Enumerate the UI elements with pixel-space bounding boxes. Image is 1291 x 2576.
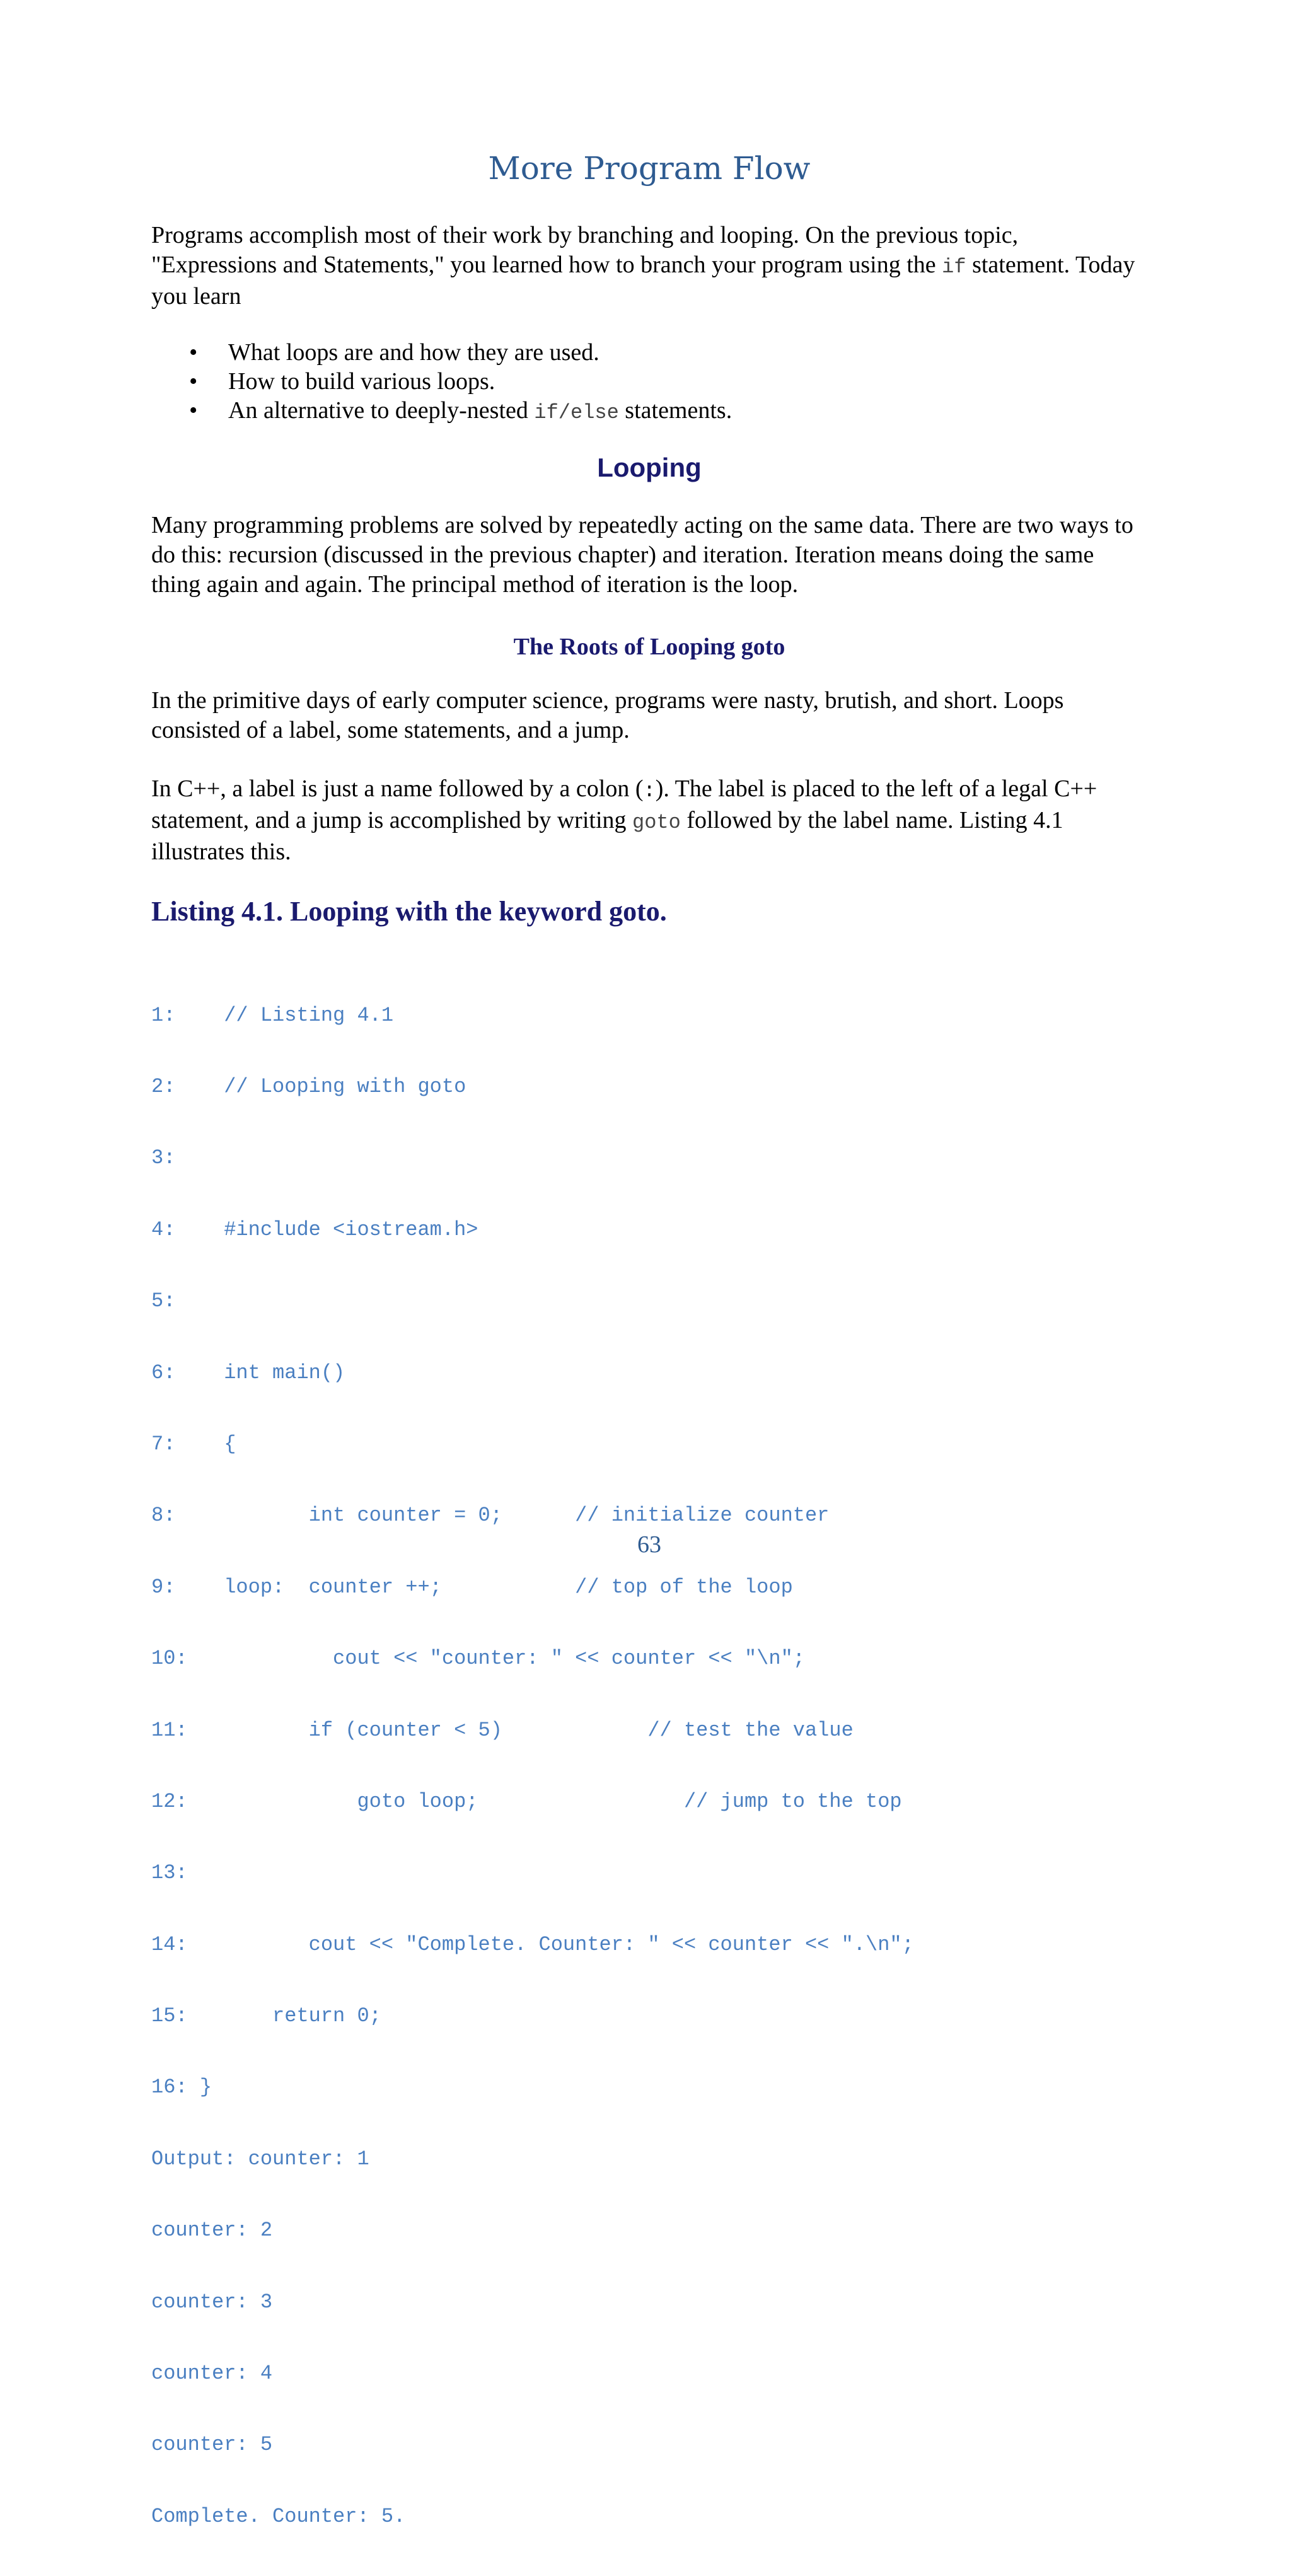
label-text-2: ). The label is placed to the left of a legal C++ statement, and a jump is accomplished by writing xyxy=(151,775,1097,833)
output-line: counter: 5 xyxy=(151,2433,273,2457)
output-line: Complete. Counter: 5. xyxy=(151,2504,406,2528)
list-item-text: An alternative to deeply-nested xyxy=(228,397,535,424)
code-listing xyxy=(151,956,914,2576)
bullet-icon: • xyxy=(189,339,198,366)
code-line: 8: int counter = 0; // initialize counter xyxy=(151,1504,830,1528)
list-item xyxy=(151,338,732,367)
output-line: Output: counter: 1 xyxy=(151,2147,369,2171)
code-line: 2: // Looping with goto xyxy=(151,1074,466,1098)
inline-code-if: if xyxy=(942,255,966,279)
intro-text-1: Programs accomplish most of their work by branching and looping. On the previous topic, "Expressions and Statements," you learned how to branch your program using the xyxy=(151,222,1019,278)
code-line: 4: #include <iostream.h> xyxy=(151,1217,478,1241)
list-item-text: How to build various loops. xyxy=(228,368,495,395)
list-item xyxy=(151,367,732,396)
roots-paragraph: In the primitive days of early computer science, programs were nasty, brutish, and short. Loops consisted of a label, some statements, and a jump. xyxy=(151,687,1064,743)
bullet-icon: • xyxy=(189,368,198,395)
inline-code-goto: goto xyxy=(632,811,681,834)
listing-heading: Listing 4.1. Looping with the keyword goto. xyxy=(151,896,667,927)
inline-code-if-else: if/else xyxy=(534,401,619,424)
sub-heading-roots: The Roots of Looping goto xyxy=(513,634,785,660)
page-number: 63 xyxy=(637,1531,661,1558)
intro-text-2: statement. Today you learn xyxy=(151,252,1135,310)
label-paragraph xyxy=(151,774,1147,867)
code-line: 6: int main() xyxy=(151,1361,345,1384)
chapter-title: More Program Flow xyxy=(488,150,811,187)
list-item-text-after: statements. xyxy=(618,397,732,424)
looping-paragraph: Many programming problems are solved by repeatedly acting on the same data. There are two ways to do this: recursion (discussed in the previous chapter) and iteration. Iteration means doing the same thing again and again. The principal method of iteration is the loop. xyxy=(151,512,1133,598)
code-line: 13: xyxy=(151,1861,188,1885)
intro-paragraph xyxy=(151,221,1147,311)
output-line: counter: 4 xyxy=(151,2362,273,2386)
code-line: 12: goto loop; // jump to the top xyxy=(151,1789,902,1813)
section-heading-looping: Looping xyxy=(597,453,702,482)
output-line: counter: 3 xyxy=(151,2290,273,2314)
code-line: 3: xyxy=(151,1146,176,1170)
list-item xyxy=(151,396,732,427)
topics-list xyxy=(151,338,732,427)
code-line: 16: } xyxy=(151,2075,212,2099)
code-line: 9: loop: counter ++; // top of the loop xyxy=(151,1575,793,1599)
bullet-icon: • xyxy=(189,397,198,424)
code-line: 10: cout << "counter: " << counter << "\n"; xyxy=(151,1647,805,1671)
output-line: counter: 2 xyxy=(151,2219,273,2242)
code-line: 5: xyxy=(151,1289,176,1313)
code-line: 7: { xyxy=(151,1432,236,1456)
code-line: 11: if (counter < 5) // test the value xyxy=(151,1718,854,1742)
inline-code-colon: : xyxy=(643,779,656,803)
code-line: 15: return 0; xyxy=(151,2004,381,2028)
list-item-text: What loops are and how they are used. xyxy=(228,339,599,366)
code-line: 1: // Listing 4.1 xyxy=(151,1003,394,1027)
label-text-3: followed by the label name. Listing 4.1 illustrates this. xyxy=(151,807,1063,865)
label-text-1: In C++, a label is just a name followed by a colon ( xyxy=(151,775,644,802)
code-line: 14: cout << "Complete. Counter: " << counter << ".\n"; xyxy=(151,1932,914,1956)
